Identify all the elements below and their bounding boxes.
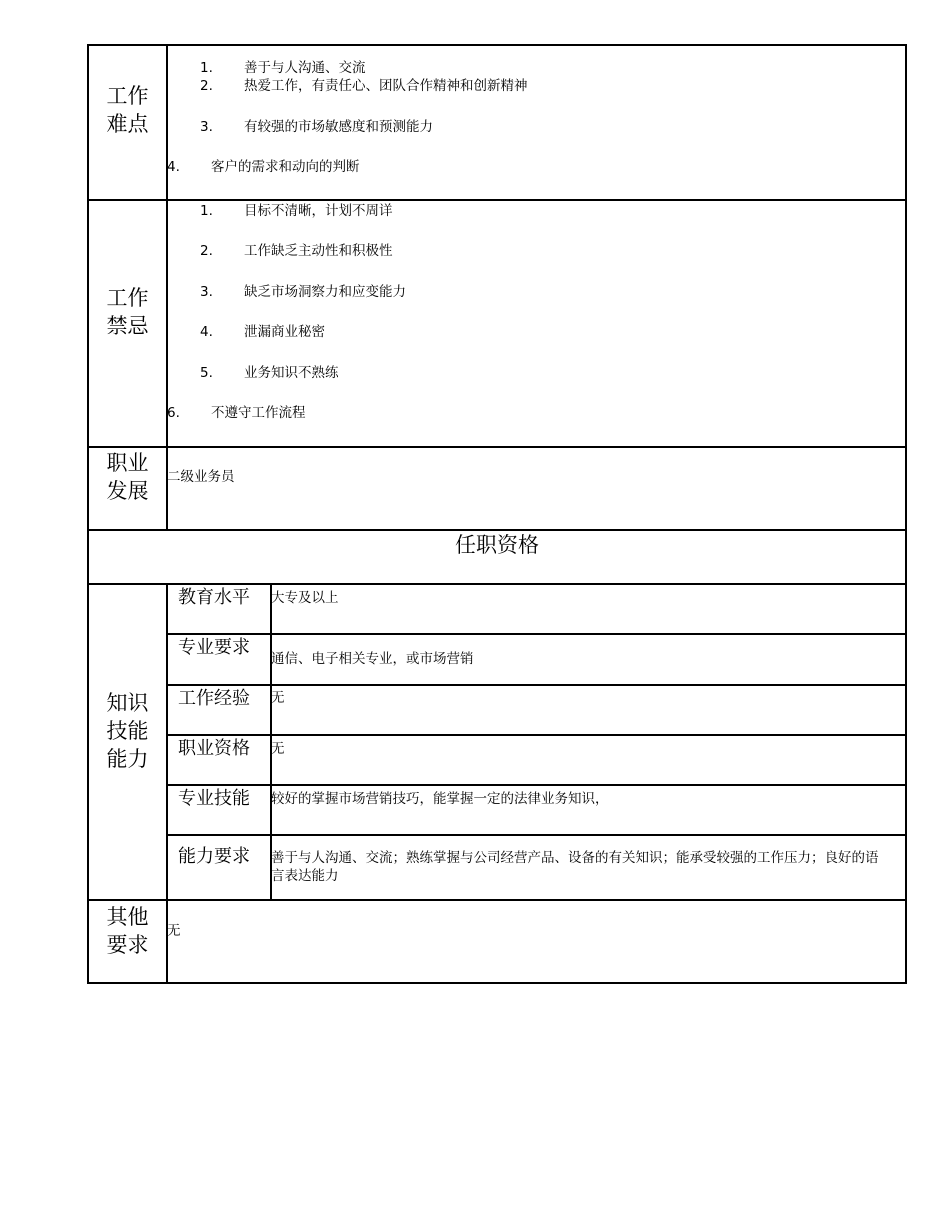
row-divider [166,734,907,736]
skills-value: 较好的掌握市场营销技巧，能掌握一定的法律业务知识， [271,791,609,807]
table-border [905,44,907,984]
taboo-number: 2. [200,243,213,259]
label-line: 职业 发展 [106,451,149,503]
label-line: 知识 技能 能力 [106,691,149,771]
row-divider [87,583,907,585]
label-line: 其他 要求 [106,905,149,957]
difficulty-item: 善于与人沟通、交流 [244,60,366,76]
taboo-item: 业务知识不熟练 [244,365,339,381]
skills-label: 专业技能 [178,788,250,809]
experience-value: 无 [271,690,285,706]
column-divider [166,44,168,531]
taboo-item: 目标不清晰，计划不周详 [244,203,393,219]
taboo-item: 缺乏市场洞察力和应变能力 [244,284,406,300]
qualifications-title: 任职资格 [455,533,539,557]
knowledge-skills-label [89,689,166,773]
other-value: 无 [167,923,181,939]
taboo-item: 不遵守工作流程 [211,405,306,421]
difficulty-number: 1. [200,60,213,76]
taboo-item: 泄漏商业秘密 [244,324,325,340]
taboo-number: 1. [200,203,213,219]
table-border [87,44,89,984]
major-label: 专业要求 [178,637,250,658]
major-value: 通信、电子相关专业，或市场营销 [271,651,474,667]
row-divider [166,633,907,635]
work-difficulties-label [89,82,166,138]
difficulty-number: 2. [200,78,213,94]
row-divider [87,899,907,901]
taboo-number: 5. [200,365,213,381]
career-label [89,449,166,505]
label-line: 工作 禁忌 [106,286,149,338]
taboo-number: 4. [200,324,213,340]
experience-label: 工作经验 [178,688,250,709]
certification-label: 职业资格 [178,738,250,759]
difficulty-item: 客户的需求和动向的判断 [211,159,360,175]
table-border [87,982,907,984]
work-taboos-label [89,284,166,340]
table-border [87,44,907,46]
difficulty-item: 有较强的市场敏感度和预测能力 [244,119,433,135]
ability-value: 善于与人沟通、交流；熟练掌握与公司经营产品、设备的有关知识；能承受较强的工作压力；良好的语言表达能力 [271,850,879,884]
taboo-number: 6. [167,405,180,421]
row-divider [166,834,907,836]
taboo-item: 工作缺乏主动性和积极性 [244,243,393,259]
education-label: 教育水平 [178,587,250,608]
certification-value: 无 [271,741,285,757]
row-divider [166,684,907,686]
difficulty-number: 4. [167,159,180,175]
career-value: 二级业务员 [167,469,235,485]
difficulty-item: 热爱工作，有责任心、团队合作精神和创新精神 [244,78,528,94]
job-description-table [87,44,907,984]
other-requirements-label [89,903,166,959]
education-value: 大专及以上 [271,590,339,606]
difficulty-number: 3. [200,119,213,135]
label-line: 工作 难点 [106,84,149,136]
row-divider [87,446,907,448]
row-divider [166,784,907,786]
taboo-number: 3. [200,284,213,300]
ability-label: 能力要求 [178,846,250,867]
row-divider [87,199,907,201]
